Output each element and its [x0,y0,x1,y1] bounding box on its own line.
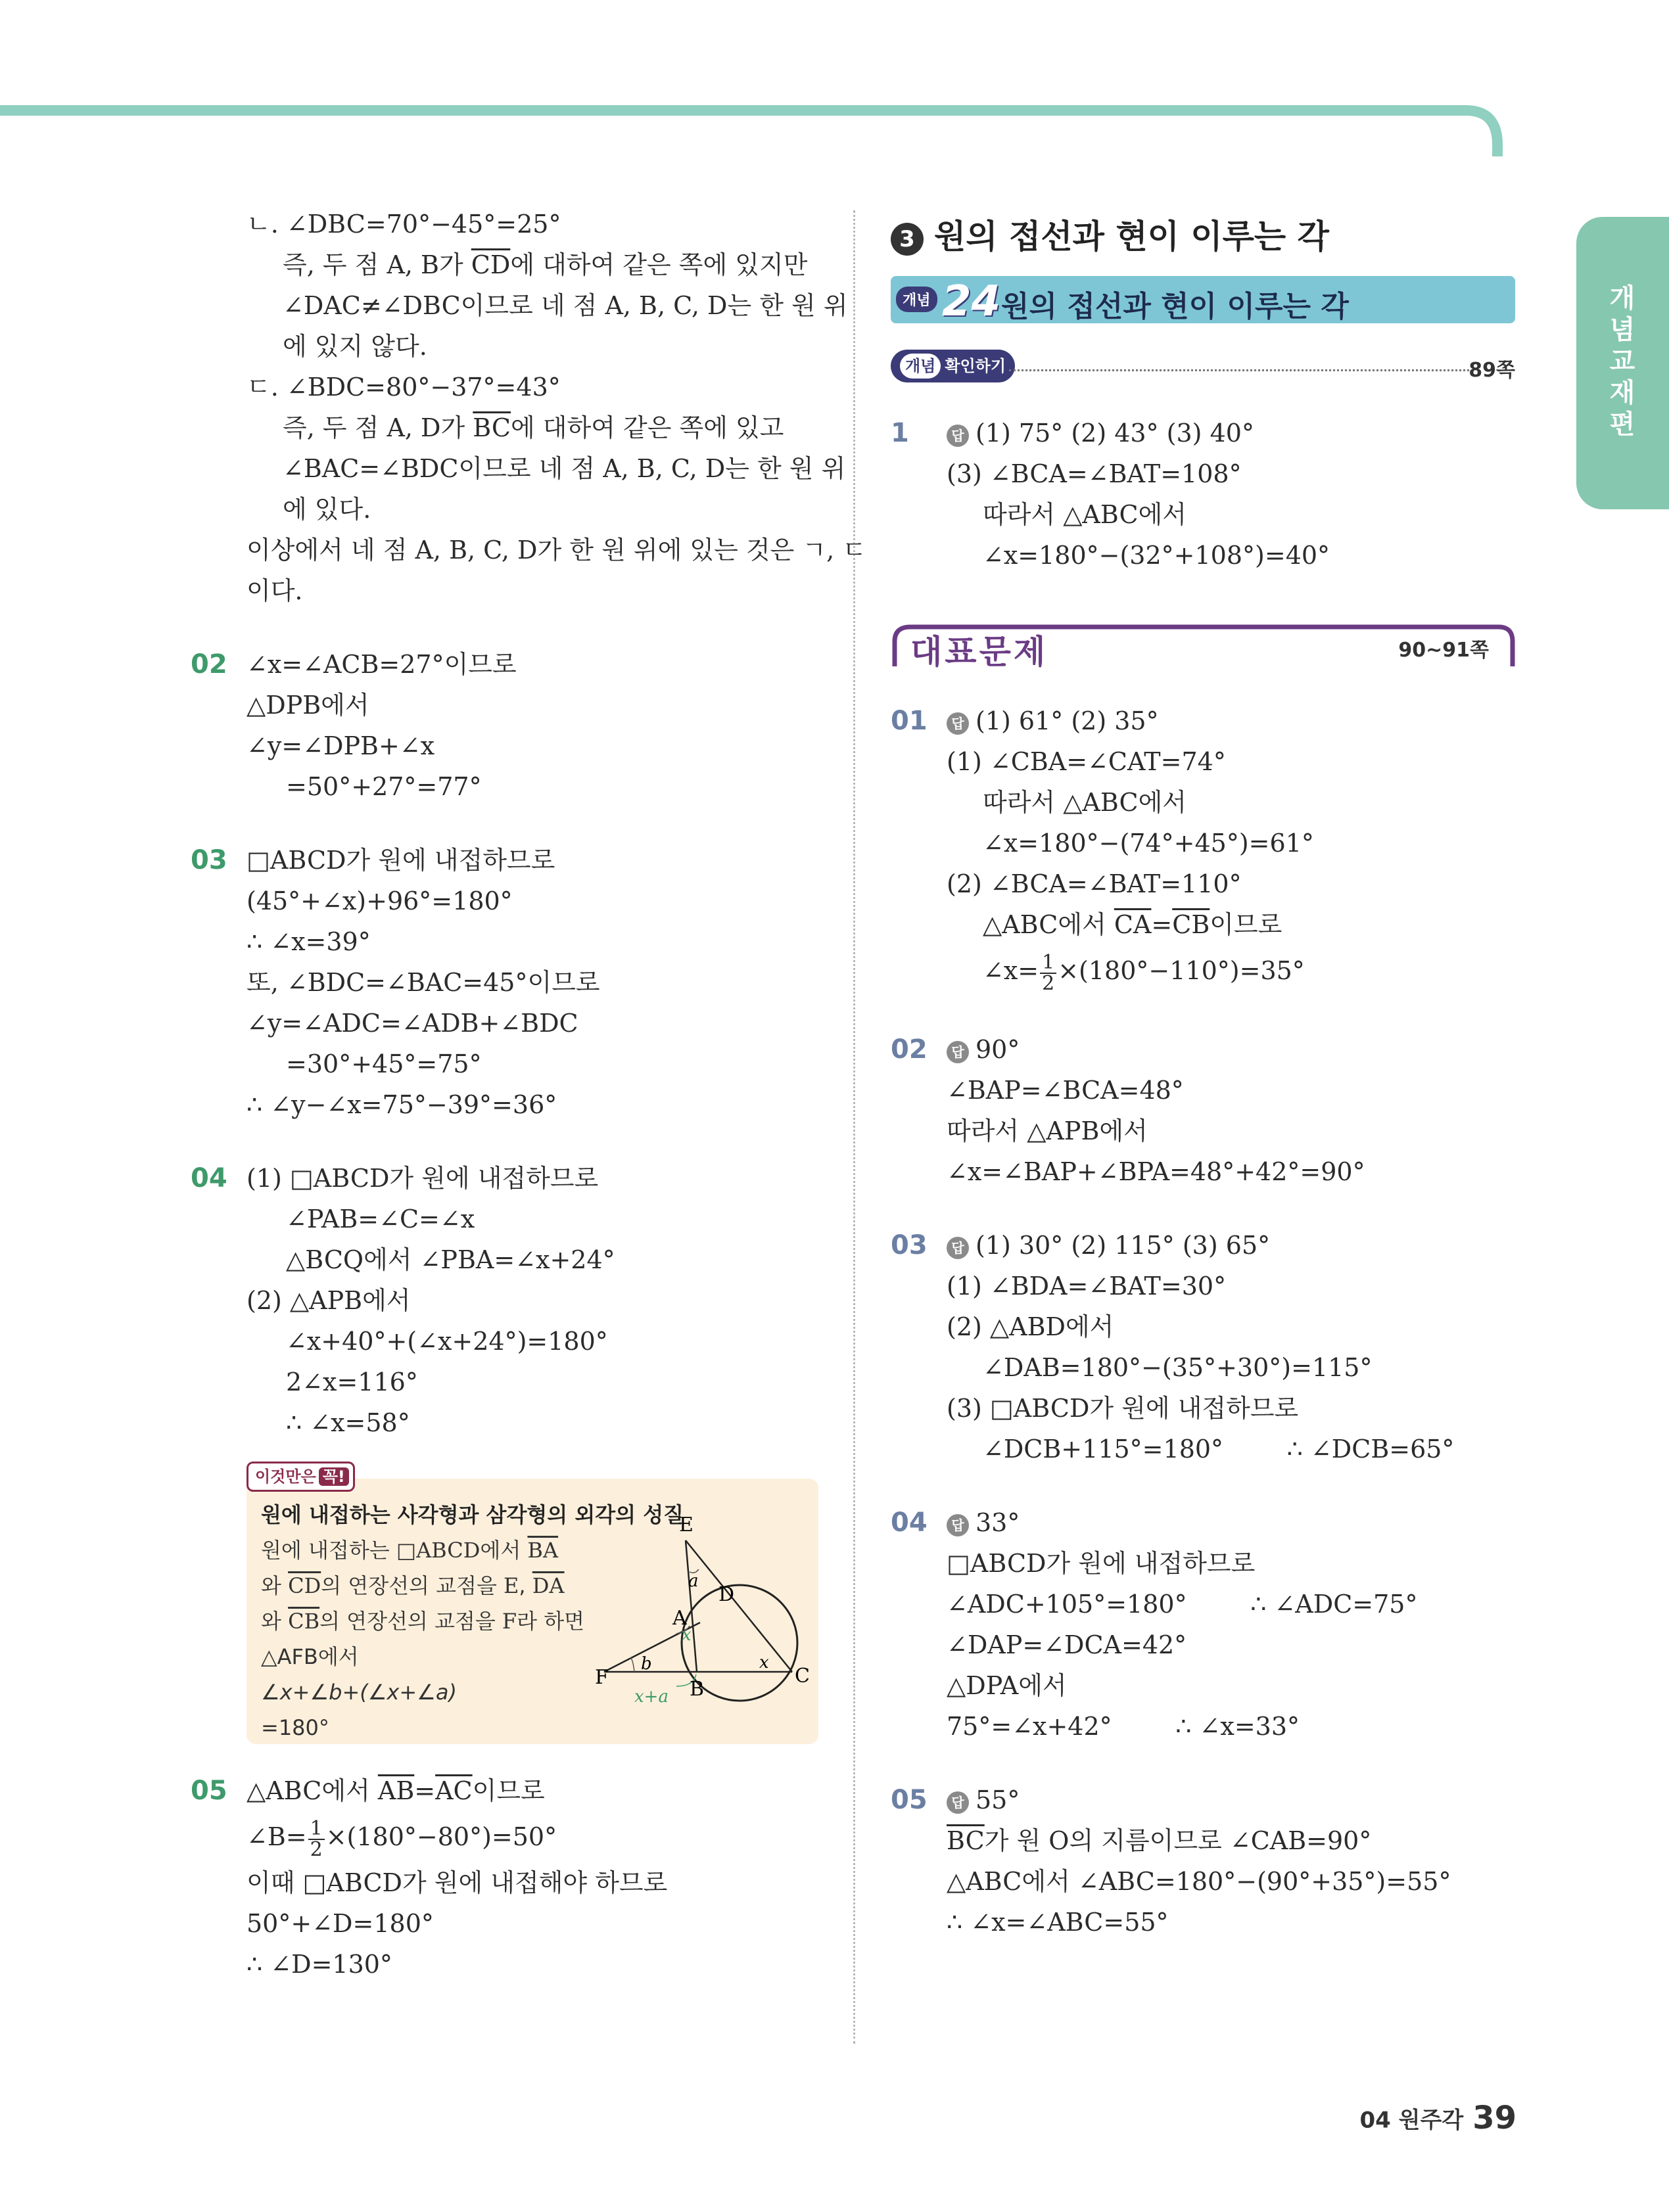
text-line: $\overline{BC}$가 원 O의 지름이므로 ∠CAB=90° [947,1826,1372,1855]
problem-04 [191,1158,835,1443]
text-line: ㄷ. ∠BDC=80°−37°=43° [247,373,561,402]
text-line: 이상에서 네 점 A, B, C, D가 한 원 위에 있는 것은 ㄱ, ㄷ [247,536,866,565]
tip-badge [247,1462,355,1492]
text-line: (1) ∠CBA=∠CAT=74° [947,747,1226,776]
text-line: (1) □ABCD가 원에 내접하므로 [247,1164,599,1193]
problem-number: 04 [891,1508,928,1538]
rep-problem-04 [891,1502,1515,1747]
text-line: ∠DCB+115°=180° ∴ ∠DCB=65° [983,1435,1455,1463]
problem-01-continued [191,204,866,611]
label-d: D [718,1583,735,1606]
text-line: ∠y=∠ADC=∠ADB+∠BDC [247,1009,578,1038]
fraction: $\frac{1}{2}$ [308,1819,325,1860]
problem-number: 03 [891,1230,928,1260]
text-line: 따라서 △ABC에서 [983,500,1187,529]
label-f: F [595,1666,609,1689]
concept-title: 원의 접선과 현이 이루는 각 [1001,290,1349,323]
problem-number: 02 [891,1034,928,1065]
label-angle-b: b [641,1654,652,1674]
line-ec [686,1540,792,1672]
label-angle-xa: x+a [634,1687,669,1707]
check-badge-label: 확인하기 [945,357,1006,375]
text-line: ∠PAB=∠C=∠x [286,1205,475,1233]
answer-line: 답 (1) 61° (2) 35° [891,701,1515,741]
concept-number: 24 [942,277,1001,326]
text-line: △ABC에서 $\overline{CA}=\overline{CB}$이므로 [983,910,1282,939]
text-line: 즉, 두 점 A, B가 $\overline{CD}$에 대하여 같은 쪽에 있지만 [283,250,808,279]
problem-number: 05 [191,1776,227,1806]
section-title-text: 원의 접선과 현이 이루는 각 [934,218,1329,256]
text-line: □ABCD가 원에 내접하므로 [247,846,555,875]
answer-mark: 답 [947,1514,969,1536]
top-decorative-bar [0,105,1505,158]
page-footer [1360,2100,1516,2136]
page-number: 39 [1472,2100,1516,2136]
page-reference: 90~91쪽 [1398,639,1489,662]
text-line: 에 있지 않다. [283,332,427,361]
text-line: ∠DAP=∠DCA=42° [947,1630,1187,1659]
problem-03 [191,840,835,1125]
answer-mark: 답 [947,1791,969,1814]
text-line: 50°+∠D=180° [247,1909,434,1938]
text-line: 이다. [247,576,303,605]
text-line: △DPB에서 [247,691,369,720]
text-line: ∴ ∠x=39° [247,927,371,956]
problem-number: 04 [191,1163,227,1193]
answer-line: 답 55° [891,1780,1515,1820]
text-line: (3) ∠BCA=∠BAT=108° [947,459,1242,488]
tip-line: 와 $\overline{CD}$의 연장선의 교점을 E, $\overline{DA}$ [261,1573,565,1598]
text-line: ∠BAC=∠BDC이므로 네 점 A, B, C, D는 한 원 위 [283,454,846,483]
text-line: △DPA에서 [947,1671,1067,1700]
text-line: ∴ ∠D=130° [247,1950,392,1979]
text-line: (1) ∠BDA=∠BAT=30° [947,1272,1227,1301]
text-line: ∠x=180°−(32°+108°)=40° [983,541,1330,570]
page-reference: 89쪽 [1469,359,1515,382]
text-line: ∠x=180°−(74°+45°)=61° [983,829,1314,858]
text-line: (2) ∠BCA=∠BAT=110° [947,869,1242,898]
geometry-figure [595,1514,812,1738]
text-line: 따라서 △APB에서 [947,1117,1148,1145]
concept-tag: 개념 [896,287,937,312]
text-line: 에 있다. [283,495,371,524]
tip-line: =180° [261,1715,329,1740]
text-line: ∴ ∠x=58° [286,1408,410,1437]
answer-line: 답 90° [891,1029,1515,1070]
text-line: □ABCD가 원에 내접하므로 [947,1549,1256,1578]
concept-header [891,276,1515,326]
check-badge [891,350,1015,382]
text-line: (2) △ABD에서 [947,1312,1114,1341]
text-line: ∠y=∠DPB+∠x [247,731,435,760]
text-line: (3) □ABCD가 원에 내접하므로 [947,1394,1299,1423]
answer-line: 답 (1) 75° (2) 43° (3) 40° [891,413,1515,453]
text-line: ∠BAP=∠BCA=48° [947,1076,1184,1105]
text-line: ∠x= $\frac{1}{2}$ ×(180°−110°)=35° [983,950,1305,995]
section-number: 3 [891,223,924,256]
answer-mark: 답 [947,1041,969,1063]
representative-problems-header [891,622,1515,671]
rep-problem-03 [891,1225,1515,1469]
text-line: (45°+∠x)+96°=180° [247,887,513,915]
column-divider [853,210,855,2044]
section-title [891,204,1515,269]
text-line: ∠x=∠ACB=27°이므로 [247,650,517,679]
answer-mark: 답 [947,1237,969,1259]
text-line: ∴ ∠y−∠x=75°−39°=36° [247,1090,557,1119]
tip-line: △AFB에서 [261,1644,359,1669]
text-line: =30°+45°=75° [286,1049,482,1078]
text-line: ∴ ∠x=∠ABC=55° [947,1908,1169,1937]
rep-problem-05 [891,1780,1515,1943]
label-angle-x-top: x [682,1625,692,1645]
rep-title: 대표문제 [910,633,1048,671]
text-line: △ABC에서 $\overline{AB}=\overline{AC}$이므로 [247,1776,545,1805]
text-line: ㄴ. ∠DBC=70°−45°=25° [247,210,561,239]
text-line: 2∠x=116° [286,1368,418,1396]
fraction: $\frac{1}{2}$ [1040,953,1056,994]
label-b: B [690,1678,705,1701]
tip-badge-mark: 꼭! [319,1467,349,1486]
text-line: ∠ADC+105°=180° ∴ ∠ADC=75° [947,1590,1418,1619]
answer-mark: 답 [947,425,969,447]
tip-box [247,1462,818,1744]
text-line: △BCQ에서 ∠PBA=∠x+24° [286,1245,615,1274]
answer-line: 답 (1) 30° (2) 115° (3) 65° [891,1225,1515,1266]
check-problem-1 [891,413,1515,576]
left-column [191,204,866,1985]
chapter-label: 04 원주각 [1359,2107,1464,2134]
right-column [891,204,1515,1943]
problem-number: 05 [891,1785,928,1815]
tip-line: 원에 내접하는 □ABCD에서 $\overline{BA}$ [261,1538,559,1563]
label-c: C [795,1665,810,1688]
label-a: A [672,1607,687,1630]
problem-02 [191,644,835,807]
text-line: ∠x=∠BAP+∠BPA=48°+42°=90° [947,1157,1365,1186]
answer-line: 답 33° [891,1502,1515,1543]
text-line: 따라서 △ABC에서 [983,788,1187,817]
dotted-leader [1009,369,1469,371]
problem-number: 03 [191,845,227,875]
text-line: ∠DAC≠∠DBC이므로 네 점 A, B, C, D는 한 원 위 [283,291,848,320]
rep-problem-01 [891,701,1515,996]
tip-line: ∠x+∠b+(∠x+∠a) [261,1680,457,1705]
label-e: E [679,1514,693,1536]
tip-line: 와 $\overline{CB}$의 연장선의 교점을 F라 하면 [261,1609,585,1634]
tip-badge-label: 이것만은 [255,1467,316,1486]
problem-number: 1 [891,418,909,448]
rep-problem-02 [891,1029,1515,1192]
side-tab-label: 개념교재편 [1609,283,1635,440]
problem-number: 02 [191,649,227,680]
text-line: 이때 □ABCD가 원에 내접해야 하므로 [247,1868,668,1897]
text-line: (2) △APB에서 [247,1286,411,1315]
answer-mark: 답 [947,712,969,735]
text-line: 즉, 두 점 A, D가 $\overline{BC}$에 대하여 같은 쪽에 있고 [283,413,784,442]
text-line: 75°=∠x+42° ∴ ∠x=33° [947,1712,1300,1741]
check-badge-c: 개념 [900,354,941,379]
text-line: ∠B= $\frac{1}{2}$ ×(180°−80°)=50° [247,1816,557,1861]
side-tab[interactable] [1576,217,1669,509]
label-angle-a: a [688,1571,699,1591]
text-line: △ABC에서 ∠ABC=180°−(90°+35°)=55° [947,1867,1451,1896]
problem-05 [191,1770,835,1985]
text-line: 또, ∠BDC=∠BAC=45°이므로 [247,968,600,997]
text-line: ∠x+40°+(∠x+24°)=180° [286,1327,608,1356]
problem-number: 01 [891,706,928,736]
check-header [891,350,1515,386]
tip-title: 원에 내접하는 사각형과 삼각형의 외각의 성질 [261,1502,684,1527]
label-angle-x-c: x [759,1653,769,1672]
text-line: ∠DAB=180°−(35°+30°)=115° [983,1353,1373,1382]
text-line: =50°+27°=77° [286,772,482,801]
